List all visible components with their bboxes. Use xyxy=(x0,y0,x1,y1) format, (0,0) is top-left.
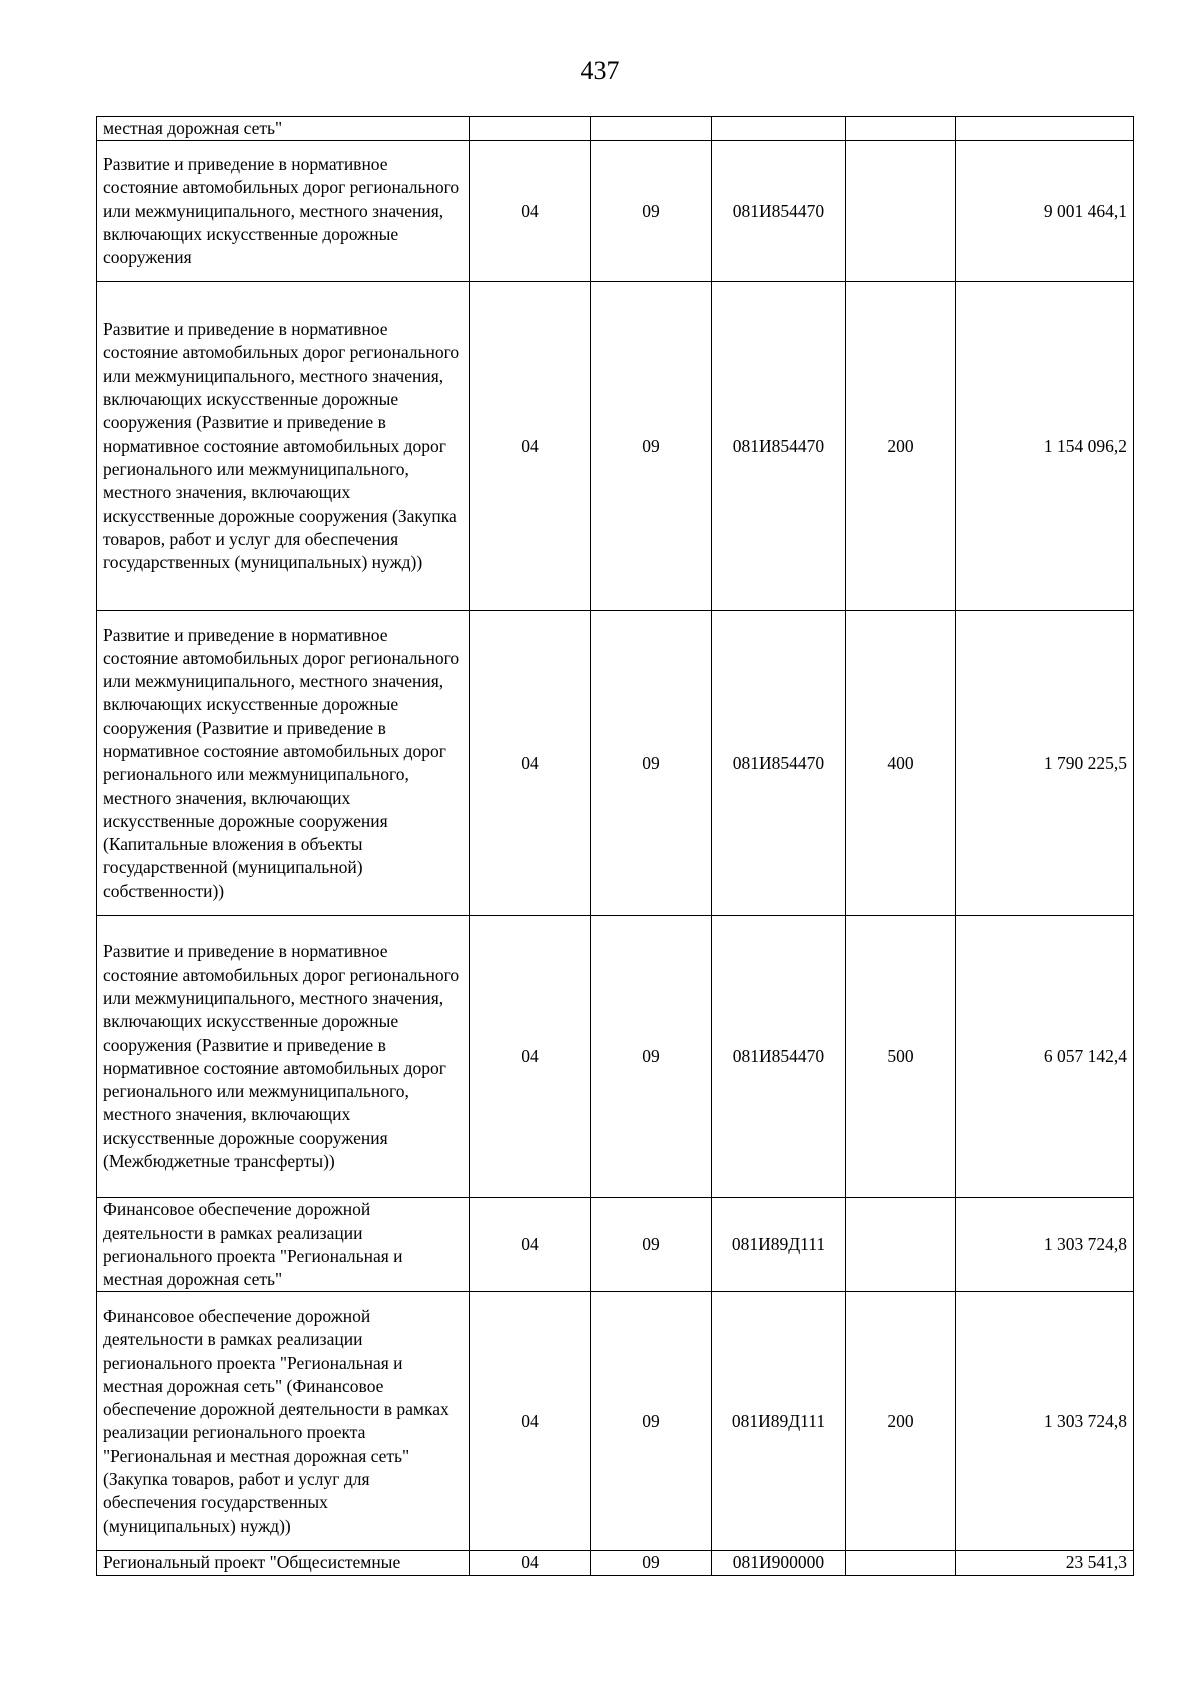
cell-name: Финансовое обеспечение дорожной деятельности в рамках реализации регионального проекта "Региональная и местная дорожная сеть" xyxy=(97,1198,470,1292)
cell-subsection: 09 xyxy=(591,1198,712,1292)
cell-section: 04 xyxy=(470,282,591,611)
cell-subsection: 09 xyxy=(591,1551,712,1575)
cell-section: 04 xyxy=(470,916,591,1198)
cell-target xyxy=(712,117,846,141)
cell-sum: 1 303 724,8 xyxy=(956,1198,1134,1292)
cell-sum: 6 057 142,4 xyxy=(956,916,1134,1198)
cell-sum: 23 541,3 xyxy=(956,1551,1134,1575)
table-row xyxy=(97,117,1134,141)
cell-name: местная дорожная сеть" xyxy=(97,117,470,141)
cell-type xyxy=(846,1198,956,1292)
cell-sum: 1 790 225,5 xyxy=(956,611,1134,916)
cell-type xyxy=(846,117,956,141)
cell-sum: 1 154 096,2 xyxy=(956,282,1134,611)
cell-subsection xyxy=(591,117,712,141)
budget-table xyxy=(96,116,1134,1576)
table-row xyxy=(97,141,1134,282)
cell-section: 04 xyxy=(470,141,591,282)
cell-target: 081И854470 xyxy=(712,141,846,282)
table-row xyxy=(97,1292,1134,1551)
cell-section: 04 xyxy=(470,1198,591,1292)
cell-section: 04 xyxy=(470,611,591,916)
cell-sum: 9 001 464,1 xyxy=(956,141,1134,282)
cell-type: 200 xyxy=(846,1292,956,1551)
cell-target: 081И89Д111 xyxy=(712,1292,846,1551)
cell-target: 081И900000 xyxy=(712,1551,846,1575)
table-row xyxy=(97,611,1134,916)
cell-section xyxy=(470,117,591,141)
cell-section: 04 xyxy=(470,1551,591,1575)
cell-sum: 1 303 724,8 xyxy=(956,1292,1134,1551)
cell-subsection: 09 xyxy=(591,1292,712,1551)
cell-type xyxy=(846,1551,956,1575)
table-row xyxy=(97,1198,1134,1292)
table-row xyxy=(97,1551,1134,1575)
cell-name: Развитие и приведение в нормативное состояние автомобильных дорог регионального или межмуниципального, местного значения, включающих искусственные дорожные сооружения xyxy=(97,141,470,282)
cell-subsection: 09 xyxy=(591,916,712,1198)
table-body xyxy=(97,117,1134,1576)
cell-name: Развитие и приведение в нормативное состояние автомобильных дорог регионального или межмуниципального, местного значения, включающих искусственные дорожные сооружения (Развитие и приведение в нормативное состояние автомобильных дорог регионального или межмуниципального, местного значения, включающих искусственные дорожные сооружения (Закупка товаров, работ и услуг для обеспечения государственных (муниципальных) нужд)) xyxy=(97,282,470,611)
page-number: 437 xyxy=(580,56,620,85)
cell-type: 500 xyxy=(846,916,956,1198)
table-row xyxy=(97,282,1134,611)
cell-subsection: 09 xyxy=(591,611,712,916)
cell-name: Региональный проект "Общесистемные xyxy=(97,1551,470,1575)
cell-type xyxy=(846,141,956,282)
cell-type: 400 xyxy=(846,611,956,916)
cell-target: 081И854470 xyxy=(712,916,846,1198)
cell-type: 200 xyxy=(846,282,956,611)
cell-target: 081И854470 xyxy=(712,282,846,611)
cell-target: 081И854470 xyxy=(712,611,846,916)
cell-subsection: 09 xyxy=(591,141,712,282)
cell-name: Развитие и приведение в нормативное состояние автомобильных дорог регионального или межмуниципального, местного значения, включающих искусственные дорожные сооружения (Развитие и приведение в нормативное состояние автомобильных дорог регионального или межмуниципального, местного значения, включающих искусственные дорожные сооружения (Межбюджетные трансферты)) xyxy=(97,916,470,1198)
cell-name: Финансовое обеспечение дорожной деятельности в рамках реализации регионального проекта "Региональная и местная дорожная сеть" (Финансовое обеспечение дорожной деятельности в рамках реализации регионального проекта "Региональная и местная дорожная сеть" (Закупка товаров, работ и услуг для обеспечения государственных (муниципальных) нужд)) xyxy=(97,1292,470,1551)
cell-subsection: 09 xyxy=(591,282,712,611)
cell-sum xyxy=(956,117,1134,141)
cell-name: Развитие и приведение в нормативное состояние автомобильных дорог регионального или межмуниципального, местного значения, включающих искусственные дорожные сооружения (Развитие и приведение в нормативное состояние автомобильных дорог регионального или межмуниципального, местного значения, включающих искусственные дорожные сооружения (Капитальные вложения в объекты государственной (муниципальной) собственности)) xyxy=(97,611,470,916)
cell-section: 04 xyxy=(470,1292,591,1551)
table-row xyxy=(97,916,1134,1198)
cell-target: 081И89Д111 xyxy=(712,1198,846,1292)
